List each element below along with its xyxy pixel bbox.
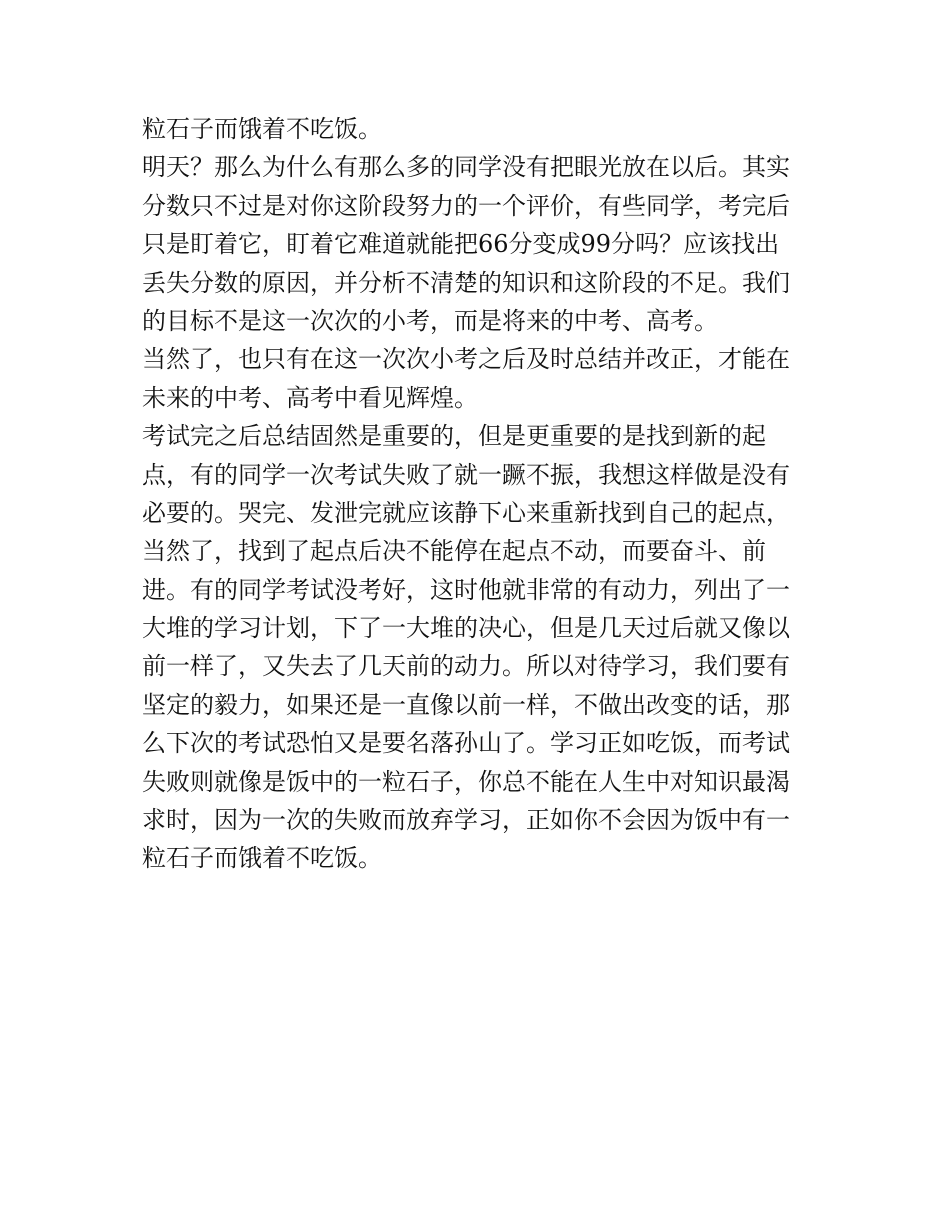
text-line: 大堆的学习计划，下了一大堆的决心，但是几天过后就又像以 <box>142 614 790 643</box>
text-line: 么下次的考试恐怕又是要名落孙山了。学习正如吃饭，而考试 <box>142 729 790 758</box>
text-line: 丢失分数的原因，并分析不清楚的知识和这阶段的不足。我们 <box>142 268 790 297</box>
text-line: 的目标不是这一次次的小考，而是将来的中考、高考。 <box>142 306 718 335</box>
text-line: 失败则就像是饭中的一粒石子，你总不能在人生中对知识最渴 <box>142 767 790 796</box>
text-line: 分数只不过是对你这阶段努力的一个评价，有些同学，考完后 <box>142 191 790 220</box>
text-line: 考试完之后总结固然是重要的，但是更重要的是找到新的起 <box>142 422 766 451</box>
text-line: 进。有的同学考试没考好，这时他就非常的有动力，列出了一 <box>142 575 790 604</box>
text-line: 明天？那么为什么有那么多的同学没有把眼光放在以后。其实 <box>142 153 790 182</box>
text-line: 当然了，也只有在这一次次小考之后及时总结并改正，才能在 <box>142 345 790 374</box>
text-line: 未来的中考、高考中看见辉煌。 <box>142 383 478 412</box>
text-line: 粒石子而饿着不吃饭。 <box>142 844 382 873</box>
text-line: 求时，因为一次的失败而放弃学习，正如你不会因为饭中有一 <box>142 806 790 835</box>
text-line: 粒石子而饿着不吃饭。 <box>142 115 382 143</box>
text-line: 当然了，找到了起点后决不能停在起点不动，而要奋斗、前 <box>142 537 766 566</box>
text-line: 前一样了，又失去了几天前的动力。所以对待学习，我们要有 <box>142 652 790 681</box>
text-line: 只是盯着它，盯着它难道就能把66分变成99分吗？应该找出 <box>142 230 780 259</box>
text-line: 点，有的同学一次考试失败了就一蹶不振，我想这样做是没有 <box>142 460 790 489</box>
text-line: 坚定的毅力，如果还是一直像以前一样，不做出改变的话，那 <box>142 690 790 719</box>
document-body <box>142 110 822 878</box>
text-line: 必要的。哭完、发泄完就应该静下心来重新找到自己的起点， <box>142 498 790 527</box>
